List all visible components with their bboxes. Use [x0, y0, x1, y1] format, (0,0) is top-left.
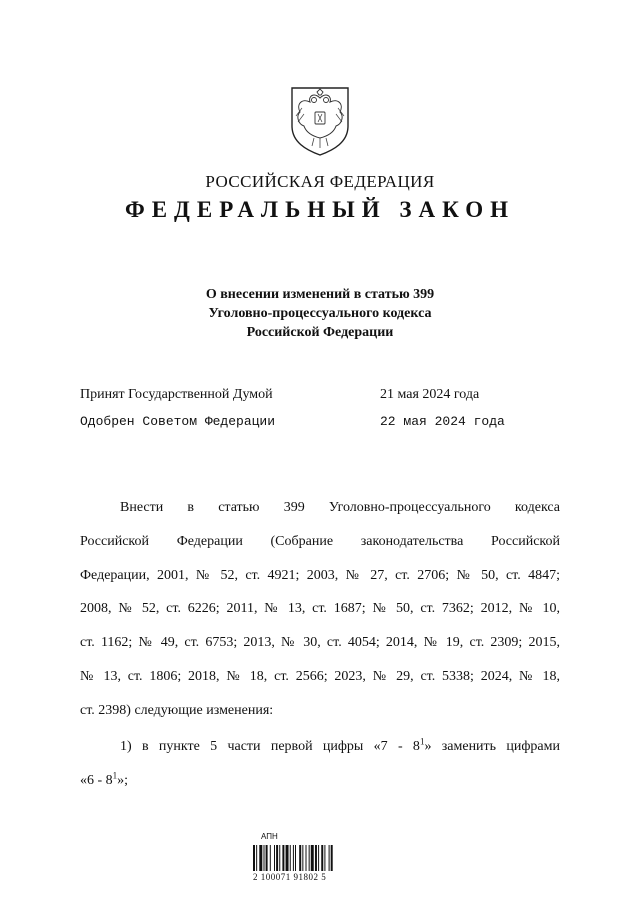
paragraph-line: № 13, ст. 1806; 2018, № 18, ст. 2566; 2023, № 29, ст. 5338; 2024, № 18, — [80, 668, 560, 684]
superscript: 1 — [112, 770, 118, 781]
amendment-line — [80, 764, 560, 798]
barcode-digits: 2 100071 91802 5 — [253, 872, 327, 882]
barcode — [253, 832, 388, 882]
paragraph-line: Российской Федерации (Собрание законодательства Российской — [80, 533, 560, 549]
amendment-text: » заменить цифрами — [424, 739, 560, 754]
adoption-date: 21 мая 2024 года — [380, 387, 480, 402]
paragraph-line: 2008, № 52, ст. 6226; 2011, № 13, ст. 1687; № 50, ст. 7362; 2012, № 10, — [80, 601, 560, 617]
amendment-item-1 — [80, 730, 560, 798]
law-title-line: О внесении изменений в статью 399 — [205, 287, 435, 302]
document-type: ФЕДЕРАЛЬНЫЙ ЗАКОН — [124, 197, 516, 222]
main-paragraph — [80, 491, 560, 728]
approval-label: Одобрен Советом Федерации — [80, 414, 276, 429]
paragraph-line: ст. 2398) следующие изменения: — [80, 702, 274, 718]
amendment-text: »; — [117, 772, 129, 788]
amendment-text: 1) в пункте 5 части первой цифры «7 - 8 — [120, 739, 420, 754]
paragraph-line: ст. 1162; № 49, ст. 6753; 2013, № 30, ст. 4054; 2014, № 19, ст. 2309; 2015, — [80, 635, 560, 651]
law-title — [0, 285, 640, 342]
adoption-label: Принят Государственной Думой — [80, 387, 273, 402]
amendment-line — [80, 730, 560, 764]
country-name: РОССИЙСКАЯ ФЕДЕРАЦИЯ — [205, 172, 435, 191]
barcode-bars — [253, 845, 388, 871]
paragraph-line: Федерации, 2001, № 52, ст. 4921; 2003, № 27, ст. 2706; № 50, ст. 4847; — [80, 567, 560, 583]
law-title-line: Российской Федерации — [246, 325, 394, 340]
law-title-line: Уголовно-процессуального кодекса — [208, 306, 432, 321]
superscript: 1 — [419, 736, 425, 747]
barcode-mark: АПН — [261, 832, 278, 841]
coat-of-arms-emblem — [288, 86, 352, 156]
amendment-text: «6 - 8 — [80, 772, 113, 788]
approval-date: 22 мая 2024 года — [380, 414, 505, 429]
paragraph-line: Внести в статью 399 Уголовно-процессуального кодекса — [120, 500, 560, 515]
